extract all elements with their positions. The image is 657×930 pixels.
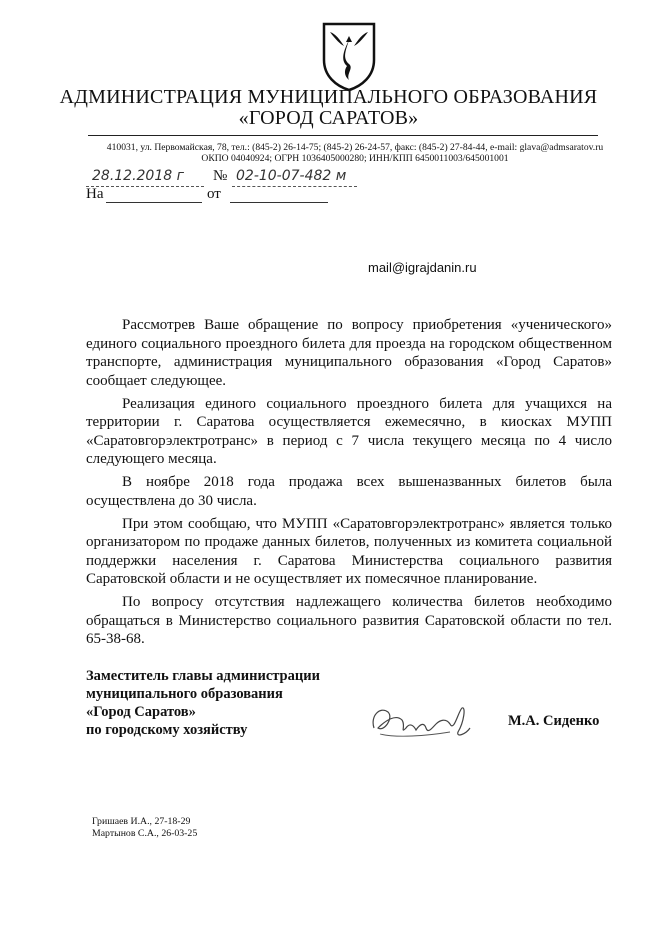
number-label: № (213, 168, 228, 184)
executor-line: Мартынов С.А., 26-03-25 (92, 828, 198, 839)
body-paragraph: Рассмотрев Ваше обращение по вопросу приобретения «ученического» единого социального проездного билета для проезда на городском общественном транспорте, администрация муниципального образования «Город Саратов» сообщает следующее. (86, 317, 612, 389)
signatory-title-line: по городскому хозяйству (86, 722, 248, 738)
signatory-title-line: муниципального образования (86, 686, 283, 702)
handwritten-number: 02-10-07-482 м (236, 168, 347, 184)
na-blank-line (106, 202, 202, 203)
org-title-line2: «ГОРОД САРАТОВ» (238, 107, 419, 129)
body-paragraph: При этом сообщаю, что МУПП «Саратовгорэлектротранс» является только организатором по продаже данных билетов, полученных из комитета социальной поддержки населения г. Саратова Министерства социального развития Саратовской области и не осуществляет их помесячное планирование. (86, 515, 612, 587)
body-paragraph: Реализация единого социального проездного билета для учащихся на территории г. Саратова осуществляется ежемесячно, в киосках МУПП «Саратовгорэлектротранс» в период с 7 числа текущего месяца по 4 число следующего месяца. (86, 395, 612, 467)
na-label: На (86, 186, 104, 202)
ot-label: от (207, 186, 221, 202)
signatory-title (86, 667, 320, 739)
header-divider (88, 135, 598, 136)
signatory-name: М.А. Сиденко (508, 713, 600, 729)
handwritten-date: 28.12.2018 г (92, 168, 184, 184)
handwritten-signature (366, 698, 476, 746)
org-title-line1: АДМИНИСТРАЦИЯ МУНИЦИПАЛЬНОГО ОБРАЗОВАНИЯ (59, 86, 598, 108)
body-paragraph: По вопросу отсутствия надлежащего количества билетов необходимо обращаться в Министерство социального развития Саратовской области по тел. 65-38-68. (86, 594, 612, 647)
coat-of-arms-emblem (320, 22, 378, 92)
signatory-title-line: «Город Саратов» (86, 704, 196, 720)
signatory-title-line: Заместитель главы администрации (86, 668, 320, 684)
body-paragraph: В ноябре 2018 года продажа всех вышеназванных билетов была осуществлена до 30 числа. (86, 474, 612, 509)
letter-body (86, 316, 612, 653)
recipient-email: mail@igrajdanin.ru (368, 260, 477, 275)
executor-line: Гришаев И.А., 27-18-29 (92, 816, 191, 827)
contacts-line1: 410031, ул. Первомайская, 78, тел.: (845-2) 26-14-75; (845-2) 26-24-57, факс: (845-2) 27-84-44, e-mail: glava@admsaratov.ru (106, 142, 604, 153)
contacts-line2: ОКПО 04040924; ОГРН 1036405000280; ИНН/КПП 6450011003/645001001 (201, 153, 509, 164)
number-underline (232, 186, 357, 187)
ot-blank-line (230, 202, 328, 203)
executors-block (92, 816, 197, 840)
